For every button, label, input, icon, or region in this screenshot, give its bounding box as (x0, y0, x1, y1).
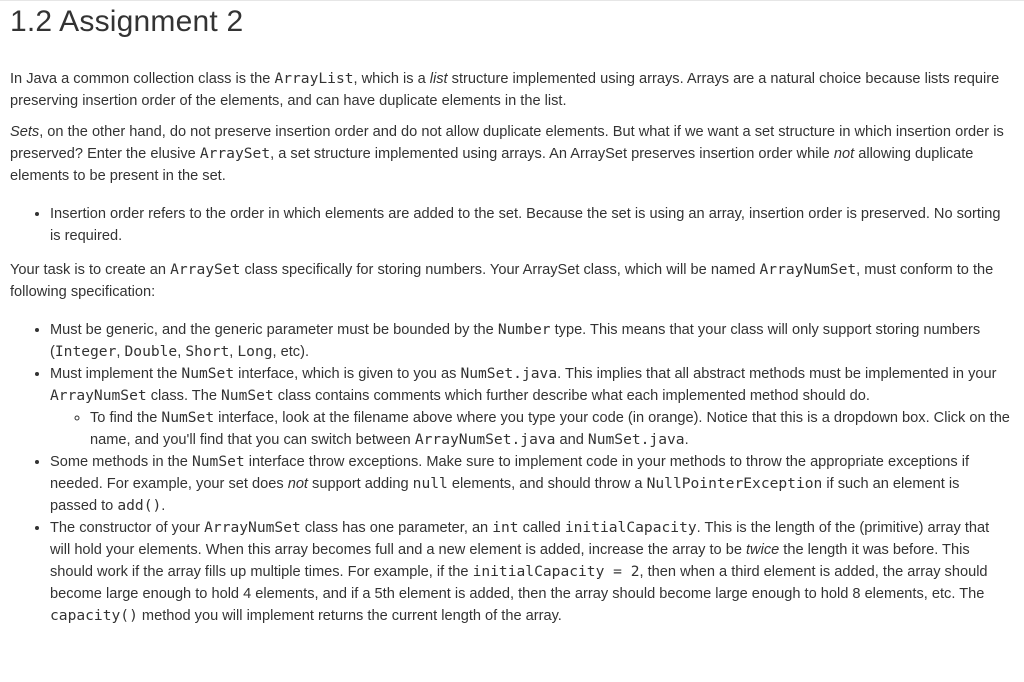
emphasis-not: not (833, 146, 855, 162)
assignment-content (10, 68, 1010, 636)
list-item-generic: • Must be generic, and the generic parameter must be bounded by the Number type. This means that your class will only support storing numbers (Integer, Double, Short, Long, etc). (50, 319, 1010, 363)
emphasis-list: list (429, 71, 448, 87)
top-divider (0, 0, 1024, 1)
intro-paragraph: In Java a common collection class is the ArrayList, which is a list structure implemented using arrays. Arrays are a natural choice because lists require preserving insertion order of the elements, and can have duplicate elements in the list. (10, 70, 1000, 109)
list-item-insertion-order: • Insertion order refers to the order in which elements are added to the set. Because the set is using an array, insertion order is preserved. No sorting is required. (50, 203, 1010, 247)
task-paragraph: Your task is to create an ArraySet class specifically for storing numbers. Your ArraySet class, which will be named ArrayNumSet, must conform to the following specification: (10, 261, 994, 300)
code-arrayset-task: ArraySet (170, 261, 241, 278)
code-arraynumset: ArrayNumSet (759, 261, 857, 278)
sets-paragraph: Sets, on the other hand, do not preserve insertion order and do not allow duplicate elements. But what if we want a set structure in which insertion order is preserved? Enter the elusive ArraySet, a set structure implemented using arrays. An ArraySet preserves insertion order while not allowing duplicate elements to be present in the set. (10, 124, 1004, 184)
list-item-exceptions: • Some methods in the NumSet interface throw exceptions. Make sure to implement code in your methods to throw the appropriate exceptions if needed. For example, your set does not support adding null elements, and should throw a NullPointerException if such an element is passed to add(). (50, 451, 1010, 517)
code-arrayset: ArraySet (199, 145, 271, 162)
insertion-order-list (10, 203, 1010, 247)
list-item-find-interface: ◦ To find the NumSet interface, look at the filename above where you type your code (in orange). Notice that this is a dropdown box. Click on the name, and you'll find that you can switch between ArrayNumSet.java and NumSet.java. (90, 407, 1010, 451)
page-title: 1.2 Assignment 2 (10, 5, 244, 38)
code-arraylist: ArrayList (274, 70, 354, 87)
list-item-constructor: • The constructor of your ArrayNumSet class has one parameter, an int called initialCapacity. This is the length of the (primitive) array that will hold your elements. When this array becomes full and a new element is added, increase the array to be twice the length it was before. This should work if the array fills up multiple times. For example, if the initialCapacity = 2, then when a third element is added, the array should become large enough to hold 4 elements, and if a 5th element is added, then the array should become large enough to hold 8 elements, etc. The capacity() method you will implement returns the current length of the array. (50, 517, 1010, 627)
emphasis-sets: Sets (10, 124, 40, 140)
interface-sublist (50, 407, 1010, 451)
specification-list (10, 319, 1010, 627)
list-item-interface: • Must implement the NumSet interface, which is given to you as NumSet.java. This implies that all abstract methods must be implemented in your ArrayNumSet class. The NumSet class contains comments which further describe what each implemented method should do. ◦ To find the NumSet interface, look at the filename above where you type your code (in orange). Notice that this is a dropdown box. Click on the name, and you'll find that you can switch between ArrayNumSet.java and NumSet.java. (50, 363, 1010, 451)
